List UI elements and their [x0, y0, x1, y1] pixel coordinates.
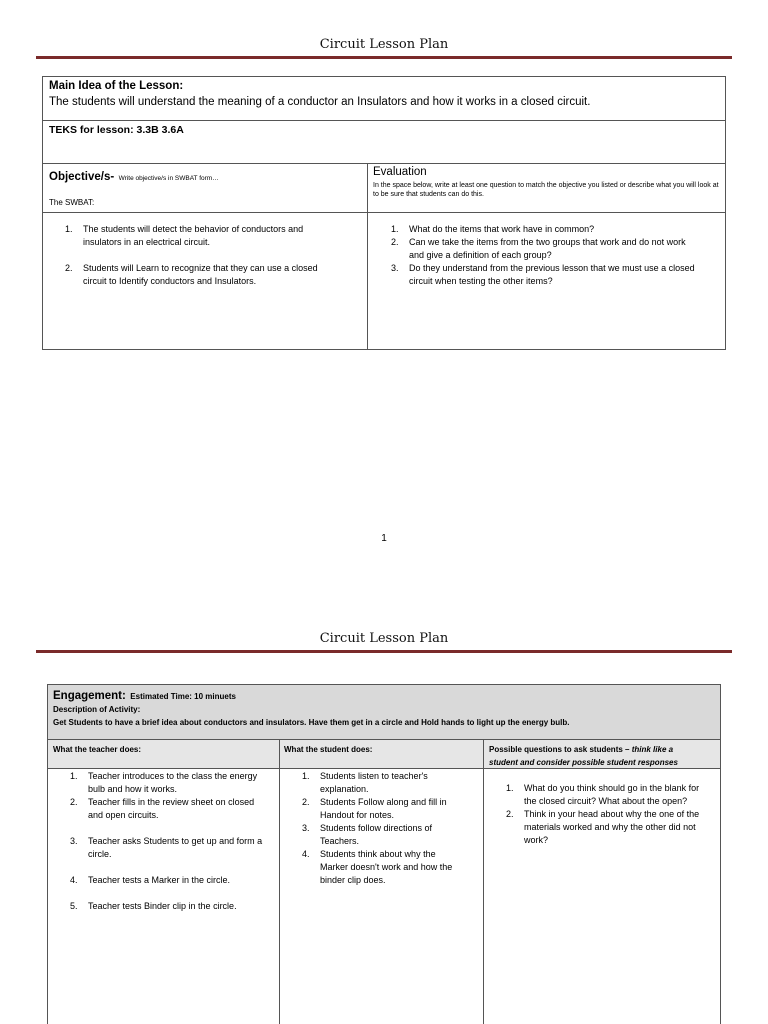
list-item: 1. Students listen to teacher's explanation.: [302, 771, 428, 794]
objective-evaluation-content: [42, 212, 726, 350]
list-item: 5. Teacher tests Binder clip in the circle.: [70, 901, 237, 911]
questions-list: [484, 782, 720, 847]
teacher-list: [48, 770, 278, 913]
description-label: Description of Activity:: [53, 705, 141, 714]
estimated-time: Estimated Time: 10 minuets: [130, 692, 236, 701]
evaluation-label: Evaluation: [373, 166, 427, 178]
teks-box: [42, 120, 726, 164]
objectives-label: Objective/s-: [49, 171, 115, 183]
swbat-label: The SWBAT:: [49, 198, 95, 207]
engagement-label: Engagement:: [53, 690, 126, 702]
list-item: 4. Teacher tests a Marker in the circle.: [70, 875, 231, 885]
list-item: 1. What do you think should go in the blank for the closed circuit? What about the open?: [506, 783, 700, 806]
student-list: [280, 770, 482, 887]
teks-text: TEKS for lesson: 3.3B 3.6A: [49, 124, 184, 136]
objectives-list: [43, 223, 363, 288]
list-item: 2. Teacher fills in the review sheet on closed and open circuits.: [70, 797, 255, 820]
list-item: 4. Students think about why the Marker doesn't work and how the binder clip does.: [302, 849, 453, 885]
page-number: 1: [381, 533, 387, 544]
evaluation-hint: In the space below, write at least one question to match the objective you listed or describe what you will look at to be sure that students can do this.: [373, 182, 719, 198]
list-item: 3. Teacher asks Students to get up and form a circle.: [70, 836, 263, 859]
list-item: 1. What do the items that work have in common?: [391, 224, 595, 234]
page-title: Circuit Lesson Plan: [319, 37, 449, 52]
col-teacher-header: What the teacher does:: [53, 745, 142, 754]
list-item: 1. Teacher introduces to the class the energy bulb and how it works.: [70, 771, 258, 794]
col-questions-header: Possible questions to ask students – think like a student and consider possible student responses: [489, 745, 678, 767]
main-idea-box: [42, 76, 726, 121]
list-item: 3. Do they understand from the previous lesson that we must use a closed circuit when testing the other items?: [391, 263, 695, 286]
list-item: 2. Think in your head about why the one of the materials worked and why the other did not work?: [506, 809, 700, 845]
engagement-header: [48, 685, 720, 740]
objective-evaluation-header: [42, 163, 726, 213]
page-title: Circuit Lesson Plan: [319, 631, 449, 646]
main-idea-label: Main Idea of the Lesson:: [49, 80, 184, 92]
objectives-hint: Write objective/s in SWBAT form…: [118, 175, 219, 182]
engagement-table: [47, 684, 721, 1024]
col-student-header: What the student does:: [284, 745, 373, 754]
header-rule: [36, 56, 732, 59]
evaluation-list: [369, 223, 725, 288]
list-item: 1. The students will detect the behavior of conductors and insulators in an electrical circuit.: [65, 224, 304, 247]
header-rule: [36, 650, 732, 653]
description-text: Get Students to have a brief idea about conductors and insulators. Have them get in a circle and Hold hands to light up the energy bulb.: [53, 718, 570, 727]
list-item: 2. Can we take the items from the two groups that work and do not work and give a definition of each group?: [391, 237, 686, 260]
column-headers: [48, 740, 720, 769]
list-item: 2. Students Follow along and fill in Handout for notes.: [302, 797, 447, 820]
list-item: 2. Students will Learn to recognize that they can use a closed circuit to Identify conductors and Insulators.: [65, 263, 318, 286]
main-idea-text: The students will understand the meaning of a conductor an Insulators and how it works in a closed circuit.: [49, 96, 591, 108]
list-item: 3. Students follow directions of Teachers.: [302, 823, 433, 846]
